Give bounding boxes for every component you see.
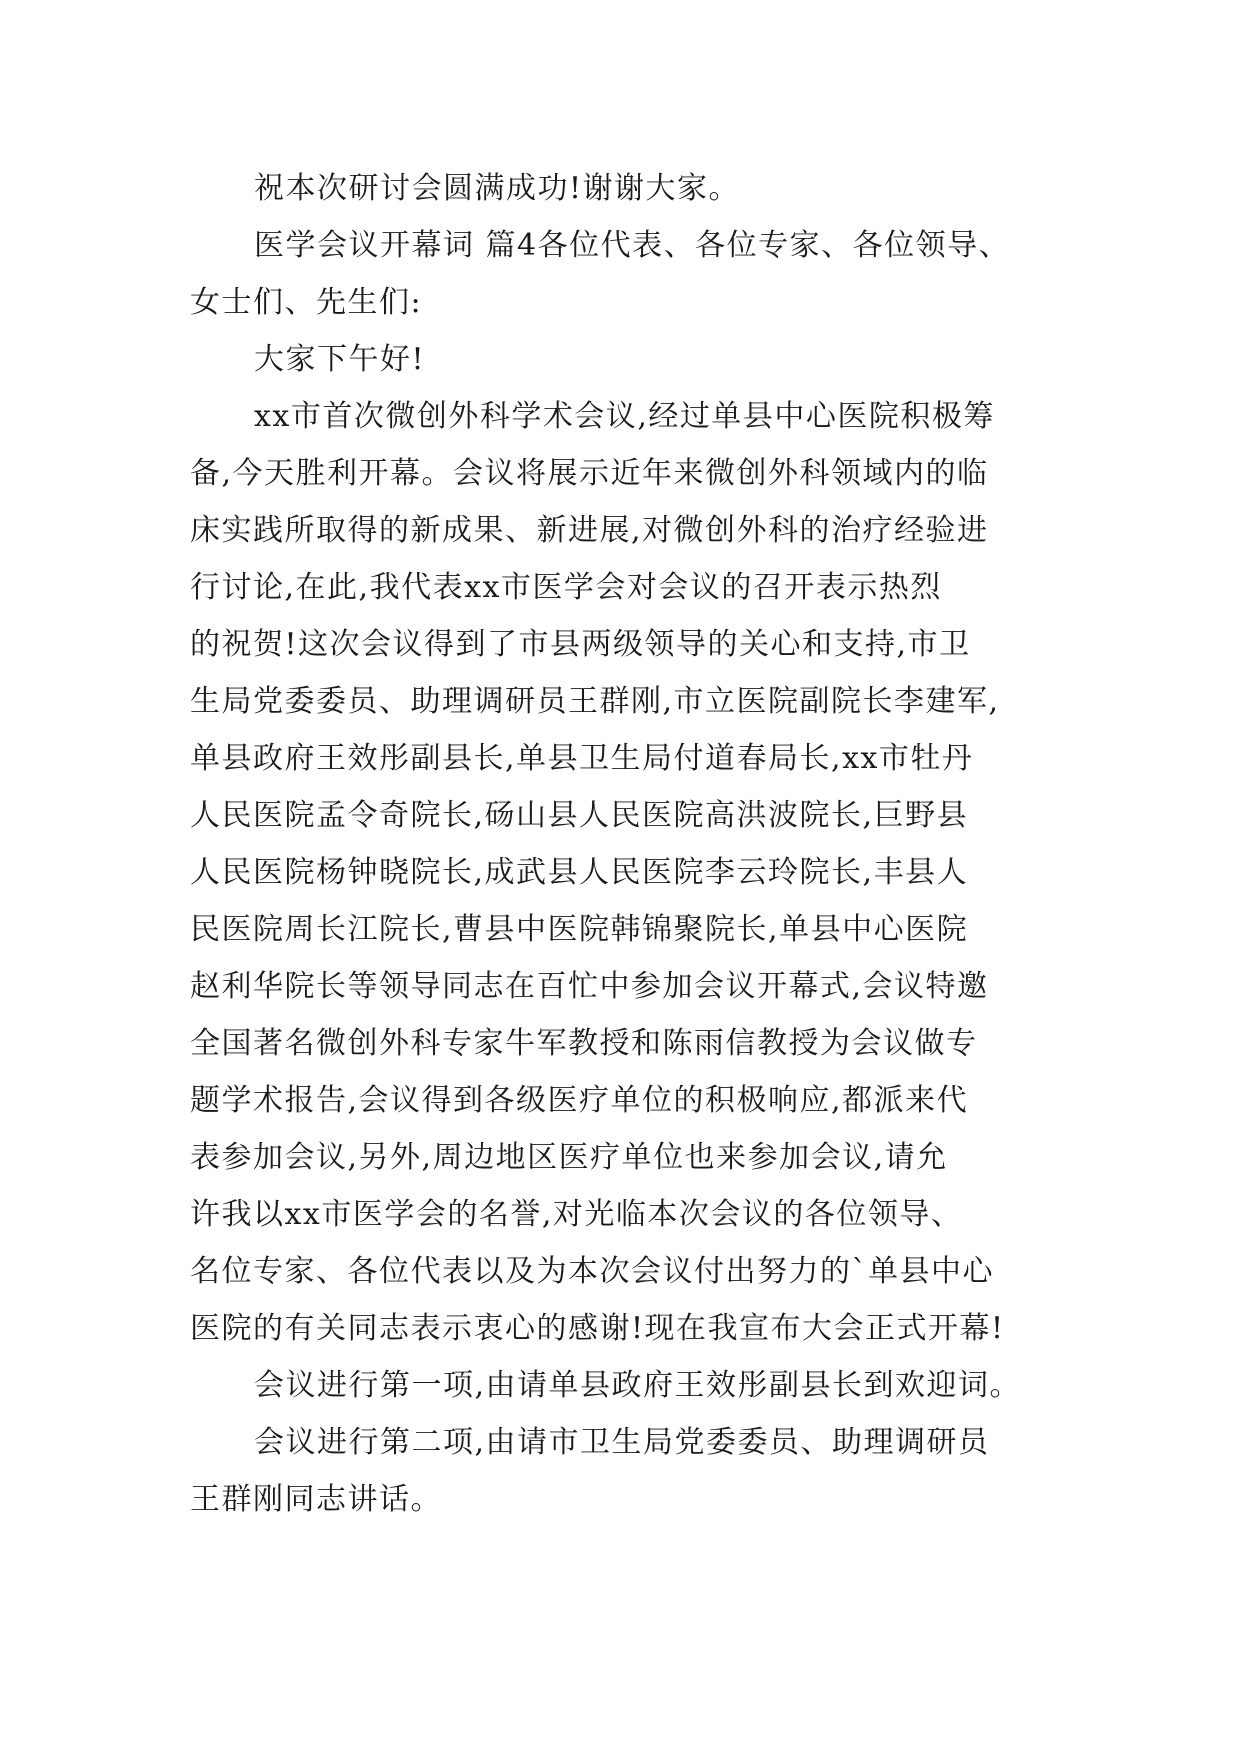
document-body — [190, 160, 1076, 1528]
text-line: 祝本次研讨会圆满成功!谢谢大家。 — [254, 171, 741, 206]
text-line: 民医院周长江院长,曹县中医院韩锦聚院长,单县中心医院 — [190, 912, 969, 947]
text-line: 会议进行第二项,由请市卫生局党委委员、助理调研员 — [254, 1425, 990, 1460]
text-line: 题学术报告,会议得到各级医疗单位的积极响应,都派来代 — [190, 1083, 969, 1118]
text-line: 许我以xx市医学会的名誉,对光临本次会议的各位领导、 — [190, 1197, 963, 1232]
text-line: xx市首次微创外科学术会议,经过单县中心医院积极筹 — [254, 399, 995, 434]
text-line: 的祝贺!这次会议得到了市县两级领导的关心和支持,市卫 — [190, 627, 971, 662]
text-line: 医学会议开幕词 篇4各位代表、各位专家、各位领导、 — [254, 228, 1011, 263]
text-line: 人民医院孟令奇院长,砀山县人民医院高洪波院长,巨野县 — [190, 798, 969, 833]
text-line: 单县政府王效彤副县长,单县卫生局付道春局长,xx市牡丹 — [190, 741, 974, 776]
text-line: 全国著名微创外科专家牛军教授和陈雨信教授为会议做专 — [190, 1026, 978, 1061]
text-line: 表参加会议,另外,周边地区医疗单位也来参加会议,请允 — [190, 1140, 948, 1175]
text-line: 会议进行第一项,由请单县政府王效彤副县长到欢迎词。 — [254, 1368, 1022, 1403]
text-line: 名位专家、各位代表以及为本次会议付出努力的`单县中心 — [190, 1254, 994, 1289]
text-line: 赵利华院长等领导同志在百忙中参加会议开幕式,会议特邀 — [190, 969, 989, 1004]
text-line: 生局党委委员、助理调研员王群刚,市立医院副院长李建军, — [190, 684, 1000, 719]
text-line: 王群刚同志讲话。 — [190, 1482, 442, 1517]
text-line: 大家下午好! — [254, 342, 426, 377]
text-line: 备,今天胜利开幕。会议将展示近年来微创外科领域内的临 — [190, 456, 989, 491]
text-line: 人民医院杨钟晓院长,成武县人民医院李云玲院长,丰县人 — [190, 855, 969, 890]
text-line: 医院的有关同志表示衷心的感谢!现在我宣布大会正式开幕! — [190, 1311, 1005, 1346]
text-line: 女士们、先生们: — [190, 285, 423, 320]
text-line: 床实践所取得的新成果、新进展,对微创外科的治疗经验进 — [190, 513, 989, 548]
text-line: 行讨论,在此,我代表xx市医学会对会议的召开表示热烈 — [190, 570, 942, 605]
